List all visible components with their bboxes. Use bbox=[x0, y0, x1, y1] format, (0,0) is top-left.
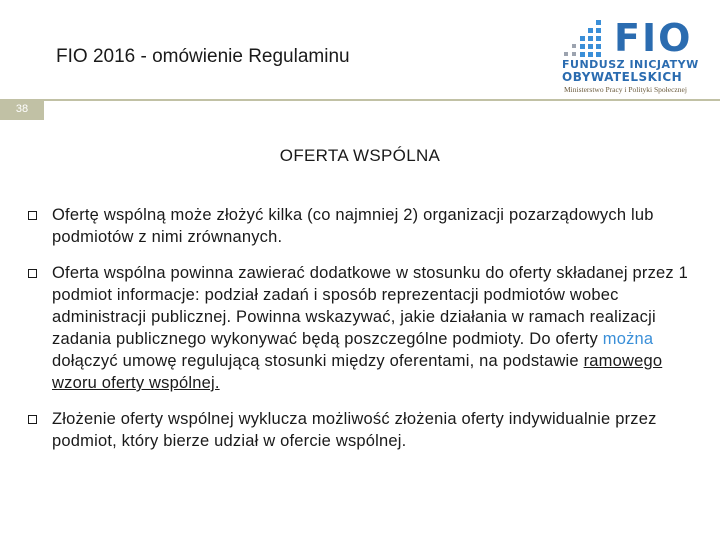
fio-logo bbox=[556, 12, 704, 96]
square-bullet-icon bbox=[28, 269, 37, 278]
highlighted-word: można bbox=[602, 330, 654, 348]
logo-tagline-2: OBYWATELSKICH bbox=[562, 70, 683, 84]
presentation-title: FIO 2016 - omówienie Regulaminu bbox=[56, 46, 350, 67]
dot-pattern-logo-icon bbox=[560, 18, 604, 60]
list-item bbox=[28, 408, 688, 452]
logo-ministry: Ministerstwo Pracy i Polityki Społecznej bbox=[564, 85, 687, 94]
square-bullet-icon bbox=[28, 415, 37, 424]
bullet-text: Ofertę wspólną może złożyć kilka (co najmniej 2) organizacji pozarządowych lub podmiotów z nimi zrównanych. bbox=[52, 206, 654, 246]
bullet-text: Oferta wspólna powinna zawierać dodatkowe w stosunku do oferty składanej przez 1 podmiot informacje: podział zadań i sposób reprezentacji podmiotów wobec administracji publicznej. Powinna wskazywać, jakie działania w ramach realizacji zadania publicznego wykonywać będą poszczególne podmioty. Do oferty bbox=[52, 264, 689, 348]
list-item bbox=[28, 204, 688, 248]
bullet-text-continued: dołączyć umowę regulującą stosunki między oferentami, na podstawie bbox=[52, 352, 584, 370]
bullet-text: Złożenie oferty wspólnej wyklucza możliwość złożenia oferty indywidualnie przez podmiot, który bierze udział w ofercie wspólnej. bbox=[52, 410, 657, 450]
bullet-list bbox=[28, 204, 688, 466]
slide-number: 38 bbox=[15, 103, 29, 115]
list-item bbox=[28, 262, 688, 394]
slide-heading: OFERTA WSPÓLNA bbox=[279, 146, 441, 165]
square-bullet-icon bbox=[28, 211, 37, 220]
logo-brand-text: FIO bbox=[614, 16, 693, 60]
header-divider bbox=[44, 99, 720, 101]
logo-tagline-1: FUNDUSZ INICJATYW bbox=[562, 58, 699, 71]
framework-template-link[interactable]: ramowego wzoru oferty wspólnej. bbox=[52, 352, 663, 392]
